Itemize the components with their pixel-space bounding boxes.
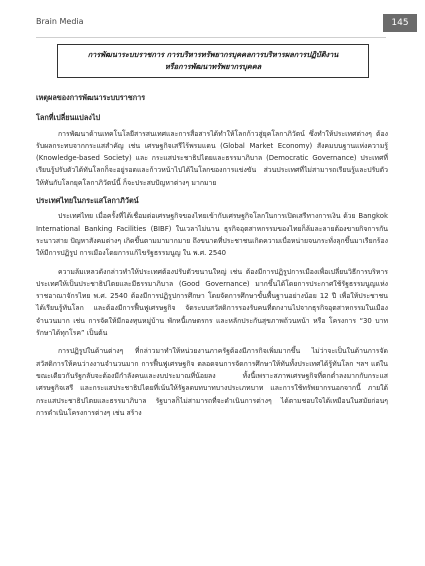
paragraph: ความล้มเหลวดังกล่าวทำให้ประเทศต้องปรับตัวขนานใหญ่ เช่น ต้องมีการปฏิรูปการเมืองเพื่อเปลี่ยนวิธีการบริหารประเทศให้เป็นประชาธิปไตยและมีธรรมาภิบาล (Good Governance) มากขึ้นได้โดยการประกาศใช้รัฐธรรมนูญแห่งราชอาณาจักรไทย พ.ศ. 2540 ต้องมีการปฏิรูปการศึกษา โดยจัดการศึกษาขั้นพื้นฐานอย่างน้อย 12 ปี เพื่อให้ประชาชนได้เรียนรู้ทันโลก และต้องมีการฟื้นฟูเศรษฐกิจ จัดระบบสวัสดิการรองรับคนที่ตกงานไปจากธุรกิจอุตสาหกรรมในเมืองจำนวนมาก เช่น การจัดให้มีกองทุนหมู่บ้าน พักหนี้เกษตรกร และหลักประกันสุขภาพถ้วนหน้า หรือ โครงการ “30 บาทรักษาได้ทุกโรค” เป็นต้น — [36, 267, 388, 338]
chapter-title-box — [57, 44, 369, 78]
header-divider — [36, 37, 386, 38]
title-line-1: การพัฒนาระบบราชการ การบริหารทรัพยากรบุคคลการบริหารผลการปฏิบัติงาน — [87, 50, 339, 59]
section-heading: ประเทศไทยในกระแสโลกาภิวัตน์ — [36, 196, 139, 206]
paragraph: การปฏิรูปในด้านต่างๆ ที่กล่าวมาทำให้หน่วยงานภาครัฐต้องมีภารกิจเพิ่มมากขึ้น ไม่ว่าจะเป็นในด้านการจัดสวัสดิการให้คนว่างงานจำนวนมาก การฟื้นฟูเศรษฐกิจ ตลอดจนการจัดการศึกษาให้ทันทั้งประเทศได้รู้ทันโลก ฯลฯ แต่ในขณะเดียวกันรัฐกลับจะต้องมีกำลังคนและงบประมาณที่น้อยลง ทั้งนี้เพราะสภาพเศรษฐกิจที่ตกต่ำลงมากกับกระแสเศรษฐกิจเสรี และกระแสประชาธิปไตยที่เน้นให้รัฐลดบทบาทบางประเภทบาท และการใช้ทรัพยากรนอกจากนี้ ภายใต้กระแสประชาธิปไตยและธรรมาภิบาล รัฐบาลก็ไม่สามารถที่จะดำเนินการต่างๆ ได้ตามชอบใจได้เหมือนในสมัยก่อนๆ การดำเนินโครงการต่างๆ เช่น สร้าง — [36, 347, 388, 417]
section-thailand-globalization — [36, 195, 388, 419]
section-changing-world — [36, 112, 388, 189]
page-number-badge: 145 — [383, 14, 417, 32]
main-heading: เหตุผลของการพัฒนาระบบราชการ — [36, 93, 146, 102]
section-heading: โลกที่เปลี่ยนแปลงไป — [36, 113, 101, 123]
page-header — [0, 14, 425, 32]
title-line-2: หรือการพัฒนาทรัพยากรบุคคล — [164, 62, 262, 71]
document-body — [36, 92, 388, 425]
brand-name: Brain Media — [36, 17, 84, 26]
paragraph: การพัฒนาด้านเทคโนโลยีสารสนเทศและการสื่อสารได้ทำให้โลกก้าวสู่ยุคโลกาภิวัตน์ ซึ่งทำให้ประเทศต่างๆ ต้องรับผลกระทบจากกระแสสำคัญ เช่น เศรษฐกิจเสรีไร้พรมแดน (Global Market Economy) สังคมบนฐานแห่งความรู้ (Knowledge-based Society) และ กระแสประชาธิปไตยและธรรมาภิบาล (Democratic Governance) ประเทศที่เรียนรู้ปรับตัวได้ทันโลกก็จะอยู่รอดและก้าวหน้าไปได้ในโลกของการแข่งขัน ส่วนประเทศที่ไม่สามารถเรียนรู้และปรับตัวให้ทันกับโลกยุคโลกาภิวัตน์นี้ ก็จะประสบปัญหาต่างๆ มากมาย — [36, 129, 388, 187]
paragraph: ประเทศไทย เมื่อครั้งที่ได้เชื่อมต่อเศรษฐกิจของไทยเข้ากับเศรษฐกิจโลกในการเปิดเสรีทางการเงิน ด้วย Bangkok International Banking Facilities (BIBF) ในเวลาไม่นาน ธุรกิจอุตสาหกรรมของไทยก็ล้มละลายต้องขายกิจการกันระนาวสาย ปัญหาสังคมต่างๆ เกิดขึ้นตามมามากมาย ถึงขนาดที่ประชาชนเกิดความเบื่อหน่ายจนกระทั่งลุกขึ้นมาเรียกร้องให้มีการปฏิรูป การเมืองโดยการแก้ไขรัฐธรรมนูญ ใน พ.ศ. 2540 — [36, 212, 388, 258]
